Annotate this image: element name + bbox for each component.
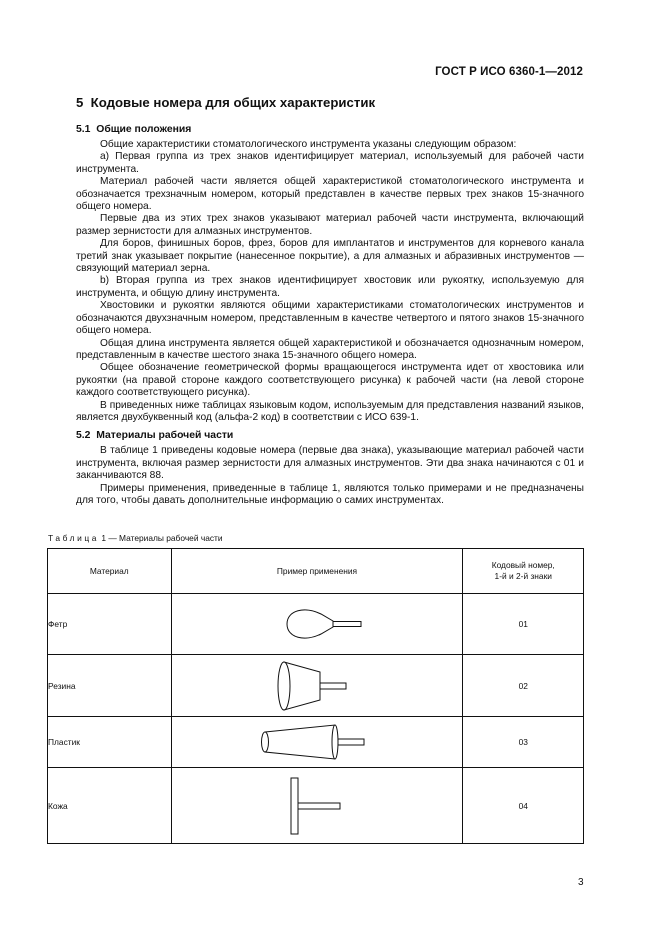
paragraph: Общее обозначение геометрической формы вращающегося инструмента идет от хвостовика или рукоятки (на правой стороне каждого соответствующего рисунка) к рабочей части (на левой стороне каждого соответствующего рисунка). [76,362,584,399]
column-header-example: Пример применения [171,549,463,594]
material-code: 03 [463,717,584,768]
table-caption [48,533,223,543]
paragraph: b) Вторая группа из трех знаков идентифицирует хвостовик или рукоятку, используемую для инструмента, и общую длину инструмента. [76,275,584,299]
table-row [48,768,584,844]
subsection-number: 5.2 [76,430,91,442]
table-row [48,594,584,655]
column-header-material: Материал [48,549,172,594]
material-name: Фетр [48,594,172,655]
table-caption-prefix: Таблица [48,533,100,543]
paragraph: Общие характеристики стоматологического инструмента указаны следующим образом: [100,139,517,150]
page-number: 3 [578,877,584,888]
example-cell [171,717,463,768]
column-header-code: Кодовый номер, 1-й и 2-й знаки [463,549,584,594]
rubber-cone-icon [262,658,372,714]
material-name: Кожа [48,768,172,844]
materials-table [47,548,584,844]
table-row [48,655,584,717]
material-code: 01 [463,594,584,655]
paragraph: Первые два из этих трех знаков указывают материал рабочей части инструмента, включающий размер зернистости для алмазных инструментов. [76,213,584,237]
section-number: 5 [76,95,84,110]
example-cell [171,768,463,844]
table-header-row [48,549,584,594]
felt-bur-icon [267,602,367,646]
material-code: 02 [463,655,584,717]
paragraph: В таблице 1 приведены кодовые номера (первые два знака), указывающие материал рабочей части инструмента, включая размер зернистости для алмазных инструментов. Эти два знака начинаются с 01 и заканчиваются 88. [76,445,584,482]
example-cell [171,594,463,655]
subsection-heading-5-2 [76,429,584,442]
paragraph: а) Первая группа из трех знаков идентифицирует материал, используемый для рабочей части инструмента. [76,151,584,175]
table-caption-text: 1 — Материалы рабочей части [101,533,223,543]
section-heading [76,94,584,111]
paragraph: Хвостовики и рукоятки являются общими характеристиками стоматологических инструментов и обозначаются двухзначным номером, представленным в качестве четвертого и пятого знаков 15-значного общего номера. [76,300,584,337]
subsection-heading-5-1 [76,123,584,136]
document-code: ГОСТ Р ИСО 6360-1—2012 [435,66,583,78]
material-name: Резина [48,655,172,717]
leather-disc-icon [277,772,357,840]
table-row [48,717,584,768]
example-cell [171,655,463,717]
paragraph: Общая длина инструмента является общей характеристикой и обозначается однозначным номером, представленным в качестве шестого знака 15-значного общего номера. [76,337,584,361]
subsection-title: Общие положения [96,124,192,135]
plastic-cylinder-icon [257,722,377,762]
main-content [76,94,584,507]
paragraph: Материал рабочей части является общей характеристикой стоматологического инструмента и обозначается трехзначным номером, который представлен в качестве первых трех знаков 15-значного общего номера. [76,176,584,213]
material-name: Пластик [48,717,172,768]
material-code: 04 [463,768,584,844]
paragraph: В приведенных ниже таблицах языковым кодом, используемым для представления названий языков, является двухбуквенный код (альфа-2 код) в соответствии с ИСО 639-1. [76,399,584,423]
paragraph: Примеры применения, приведенные в таблице 1, являются только примерами и не предназначены для того, чтобы давать дополнительные информацию о самих инструментах. [76,482,584,506]
paragraph: Для боров, финишных боров, фрез, боров для имплантатов и инструментов для корневого канала третий знак указывает покрытие (нанесенное покрытие), а для алмазных и абразивных инструментов — связующий материал зерна. [76,238,584,275]
section-title: Кодовые номера для общих характеристик [90,95,376,110]
subsection-title: Материалы рабочей части [96,430,234,442]
subsection-number: 5.1 [76,124,91,135]
